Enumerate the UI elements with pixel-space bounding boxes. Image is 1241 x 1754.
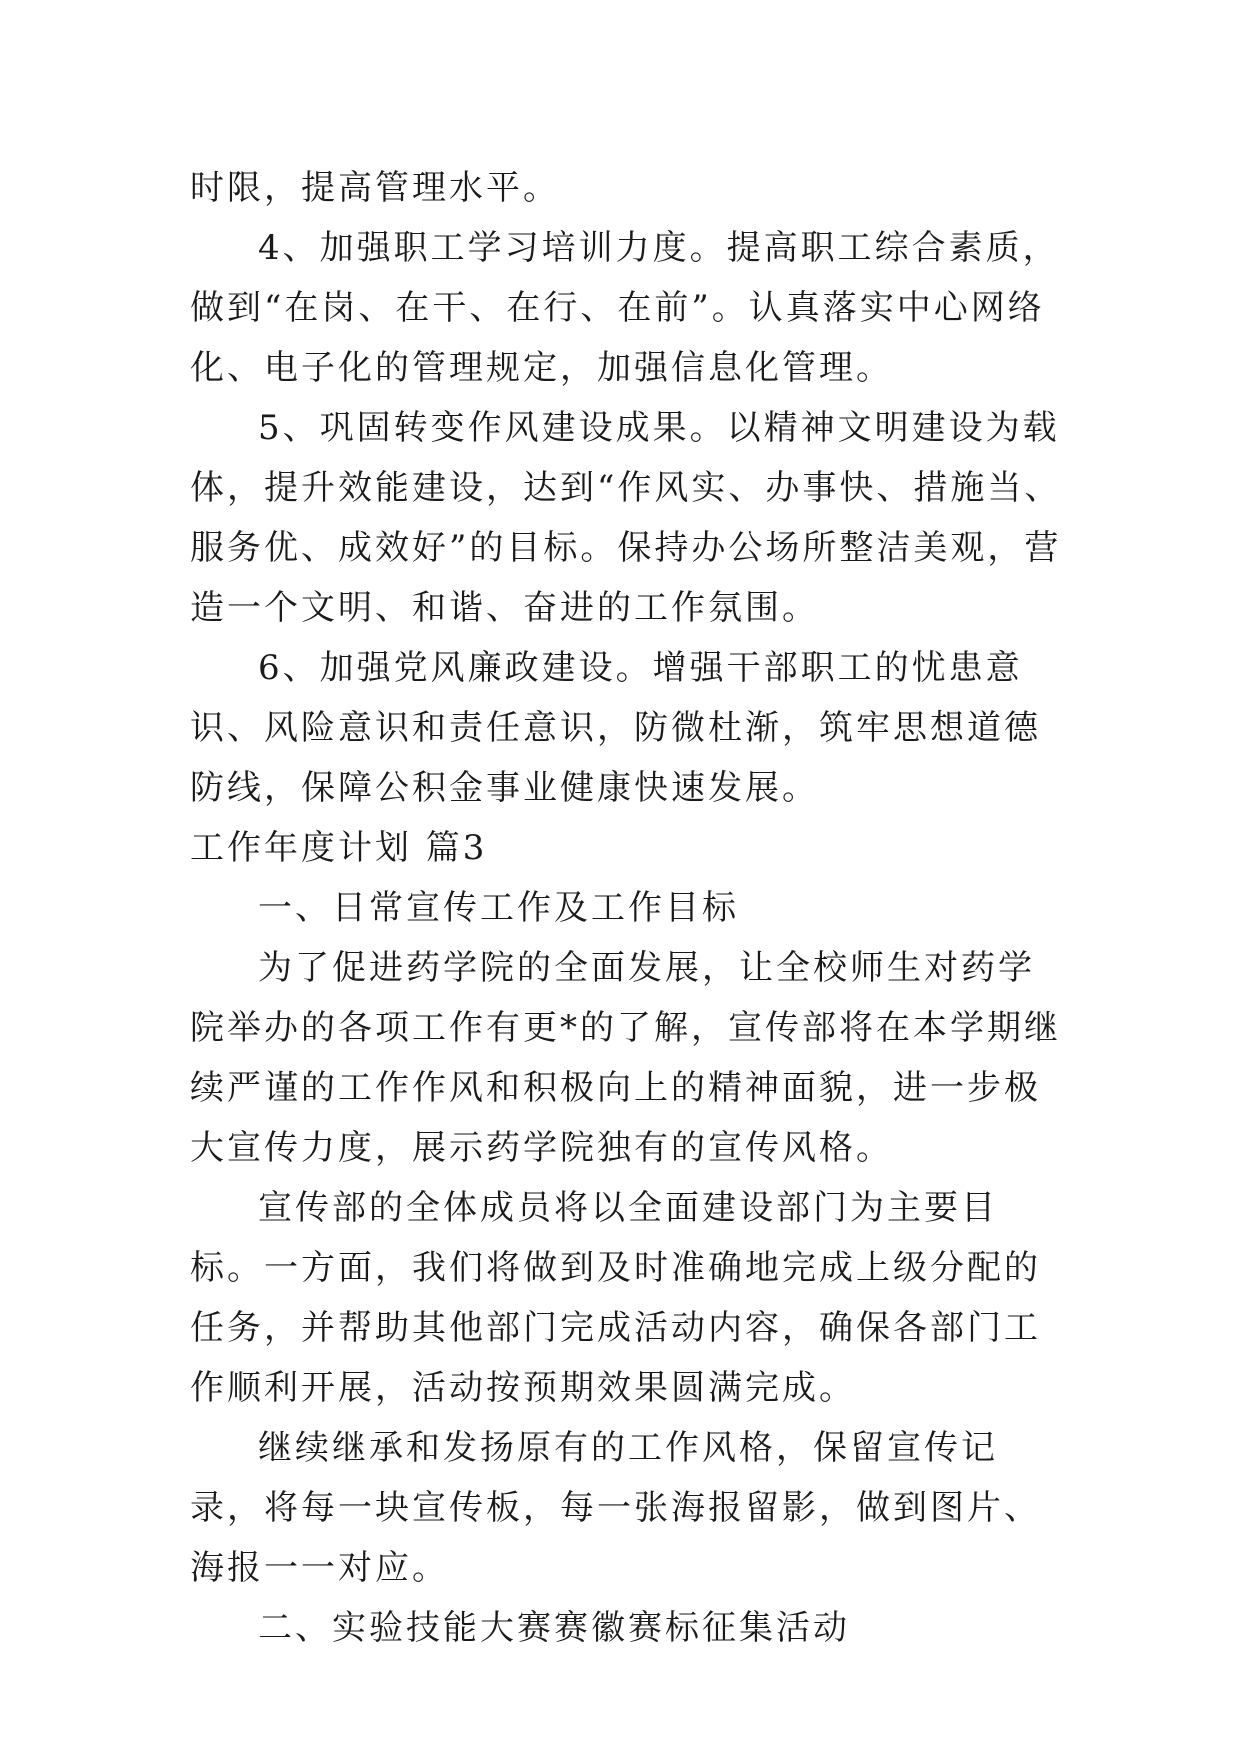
paragraph-4: 6、加强党风廉政建设。增强干部职工的忧患意识、风险意识和责任意识，防微杜渐，筑牢思想道德防线，保障公积金事业健康快速发展。 bbox=[190, 648, 1041, 808]
paragraph-5: 为了促进药学院的全面发展，让全校师生对药学院举办的各项工作有更*的了解，宣传部将在本学期继续严谨的工作作风和积极向上的精神面貌，进一步极大宣传力度，展示药学院独有的宣传风格。 bbox=[190, 948, 1061, 1168]
subheading-2: 二、实验技能大赛赛徽赛标征集活动 bbox=[258, 1608, 850, 1648]
section-heading: 工作年度计划 篇3 bbox=[190, 828, 488, 868]
paragraph-2: 4、加强职工学习培训力度。提高职工综合素质，做到“在岗、在干、在行、在前”。认真落实中心网络化、电子化的管理规定，加强信息化管理。 bbox=[190, 228, 1060, 388]
subheading-1: 一、日常宣传工作及工作目标 bbox=[258, 888, 739, 928]
paragraph-1: 时限，提高管理水平。 bbox=[190, 168, 560, 208]
paragraph-7: 继续继承和发扬原有的工作风格，保留宣传记录，将每一块宣传板，每一张海报留影，做到图片、海报一一对应。 bbox=[190, 1428, 1041, 1588]
document-body bbox=[190, 158, 1070, 1658]
paragraph-3: 5、巩固转变作风建设成果。以精神文明建设为载体，提升效能建设，达到“作风实、办事快、措施当、服务优、成效好”的目标。保持办公场所整洁美观，营造一个文明、和谐、奋进的工作氛围。 bbox=[190, 408, 1062, 628]
paragraph-6: 宣传部的全体成员将以全面建设部门为主要目标。一方面，我们将做到及时准确地完成上级分配的任务，并帮助其他部门完成活动内容，确保各部门工作顺利开展，活动按预期效果圆满完成。 bbox=[190, 1188, 1041, 1408]
